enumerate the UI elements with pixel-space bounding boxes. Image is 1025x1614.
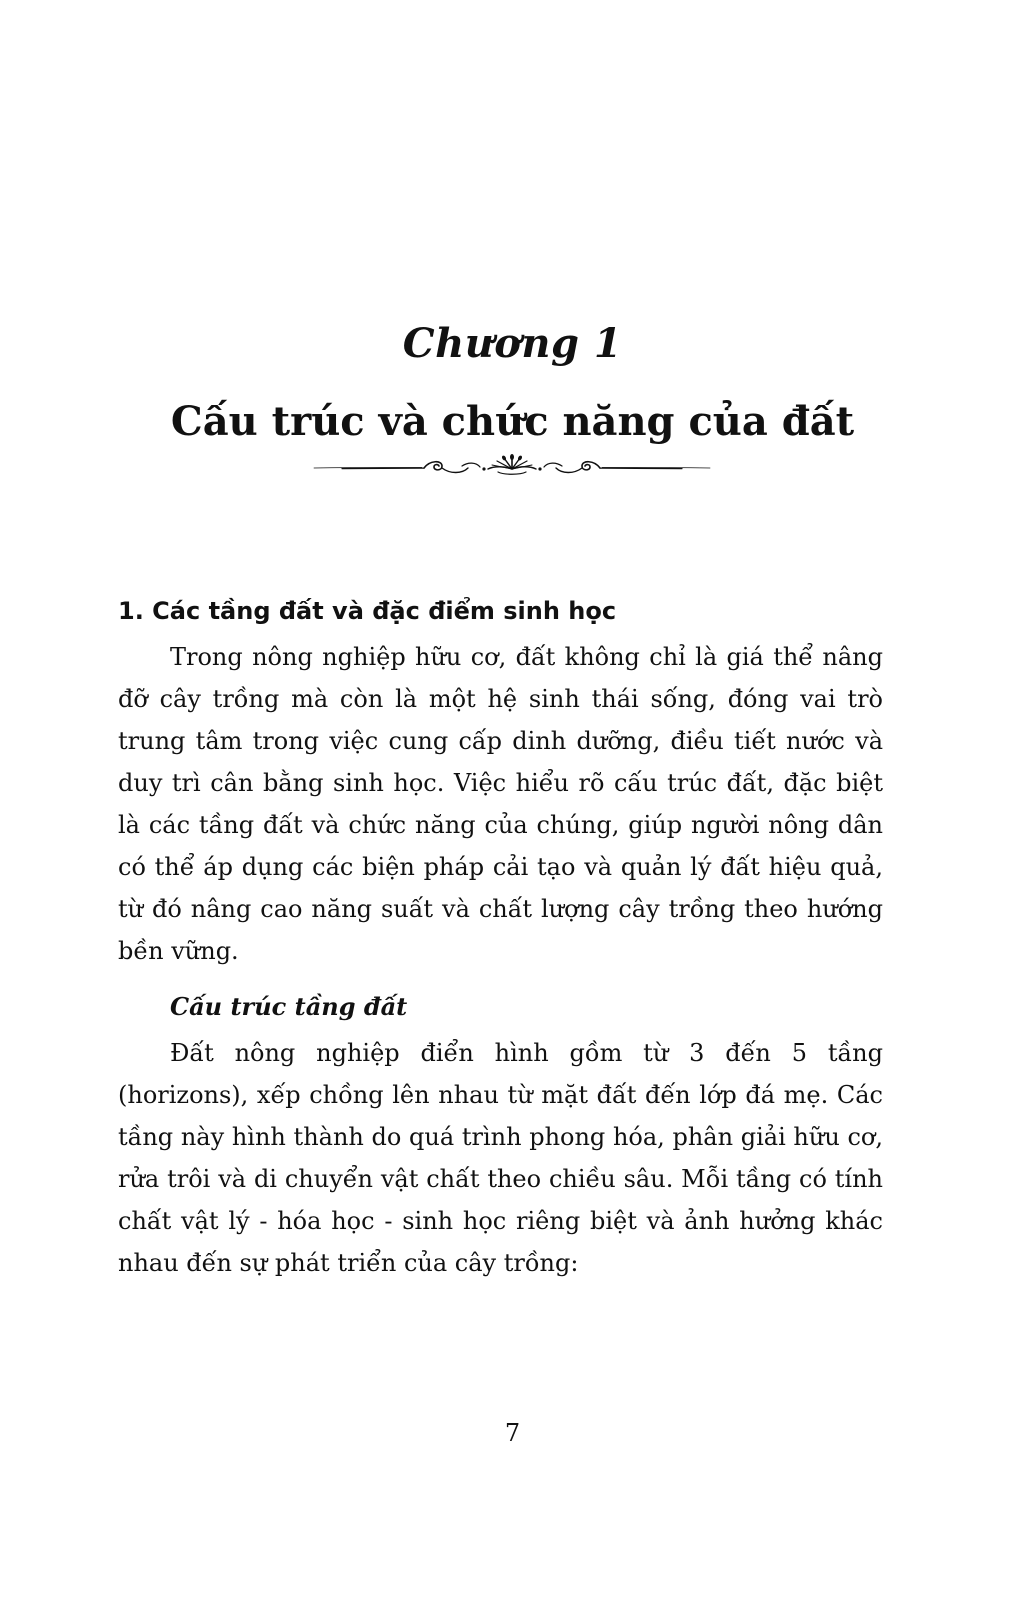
page-number: 7 <box>504 1419 521 1447</box>
main-content <box>118 590 883 1284</box>
body-paragraph: Trong nông nghiệp hữu cơ, đất không chỉ là giá thể nâng đỡ cây trồng mà còn là một hệ sinh thái sống, đóng vai trò trung tâm trong việc cung cấp dinh dưỡng, điều tiết nước và duy trì cân bằng sinh học. Việc hiểu rõ cấu trúc đất, đặc biệt là các tầng đất và chức năng của chúng, giúp người nông dân có thể áp dụng các biện pháp cải tạo và quản lý đất hiệu quả, từ đó nâng cao năng suất và chất lượng cây trồng theo hướng bền vững. <box>118 643 883 965</box>
decorative-flourish-icon <box>312 452 712 484</box>
chapter-number: Chương 1 <box>402 320 623 367</box>
subsection-heading: Cấu trúc tầng đất <box>170 992 408 1021</box>
chapter-title: Cấu trúc và chức năng của đất <box>170 398 855 445</box>
body-paragraph: Đất nông nghiệp điển hình gồm từ 3 đến 5 tầng (horizons), xếp chồng lên nhau từ mặt đất đến lớp đá mẹ. Các tầng này hình thành do quá trình phong hóa, phân giải hữu cơ, rửa trôi và di chuyển vật chất theo chiều sâu. Mỗi tầng có tính chất vật lý - hóa học - sinh học riêng biệt và ảnh hưởng khác nhau đến sự phát triển của cây trồng: <box>118 1039 883 1277</box>
section-heading: 1. Các tầng đất và đặc điểm sinh học <box>118 597 617 625</box>
